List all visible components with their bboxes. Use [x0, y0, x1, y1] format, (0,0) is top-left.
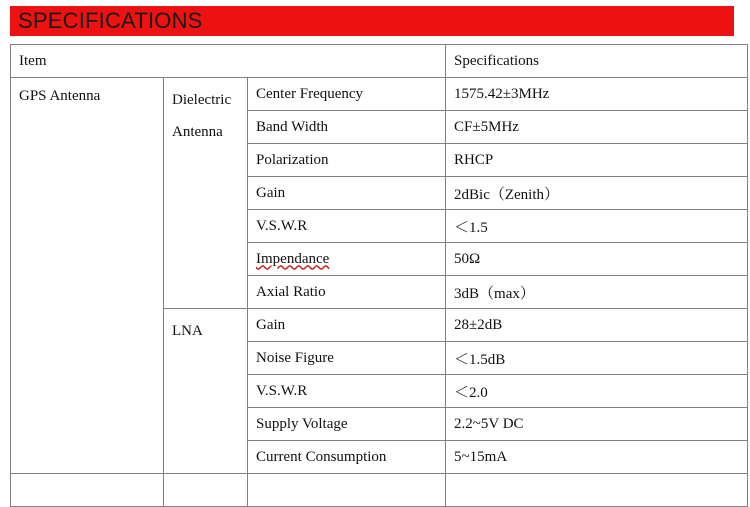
param-cell: Supply Voltage [248, 408, 446, 441]
value-cell: 3dB（max） [446, 276, 748, 309]
empty-cell [11, 474, 164, 507]
empty-cell [164, 474, 248, 507]
spec-table [10, 44, 748, 507]
value-cell: ＜2.0 [446, 375, 748, 408]
value-cell: ＜1.5 [446, 210, 748, 243]
param-cell: Center Frequency [248, 78, 446, 111]
value-cell: CF±5MHz [446, 111, 748, 144]
header-item: Item [11, 45, 446, 78]
param-cell: V.S.W.R [248, 375, 446, 408]
empty-cell [248, 474, 446, 507]
value-cell: RHCP [446, 144, 748, 177]
param-cell: Noise Figure [248, 342, 446, 375]
group-cell-lna: LNA [164, 309, 248, 474]
param-label: Impendance [256, 250, 330, 267]
param-cell: Band Width [248, 111, 446, 144]
category-cell: GPS Antenna [11, 78, 164, 474]
value-cell: 2.2~5V DC [446, 408, 748, 441]
param-cell: Current Consumption [248, 441, 446, 474]
param-cell: Axial Ratio [248, 276, 446, 309]
table-row-cut-off [11, 474, 748, 507]
param-cell: Gain [248, 309, 446, 342]
section-banner [10, 6, 734, 36]
table-header-row [11, 45, 748, 78]
group-cell-dielectric-antenna: Dielectric Antenna [164, 78, 248, 309]
table-row [11, 78, 748, 111]
param-cell [248, 243, 446, 276]
value-cell: ＜1.5dB [446, 342, 748, 375]
param-cell: V.S.W.R [248, 210, 446, 243]
value-cell: 28±2dB [446, 309, 748, 342]
value-cell: 1575.42±3MHz [446, 78, 748, 111]
param-cell: Polarization [248, 144, 446, 177]
section-title: SPECIFICATIONS [18, 8, 203, 33]
empty-cell [446, 474, 748, 507]
param-cell: Gain [248, 177, 446, 210]
value-cell: 5~15mA [446, 441, 748, 474]
header-specifications: Specifications [446, 45, 748, 78]
value-cell: 50Ω [446, 243, 748, 276]
value-cell: 2dBic（Zenith） [446, 177, 748, 210]
